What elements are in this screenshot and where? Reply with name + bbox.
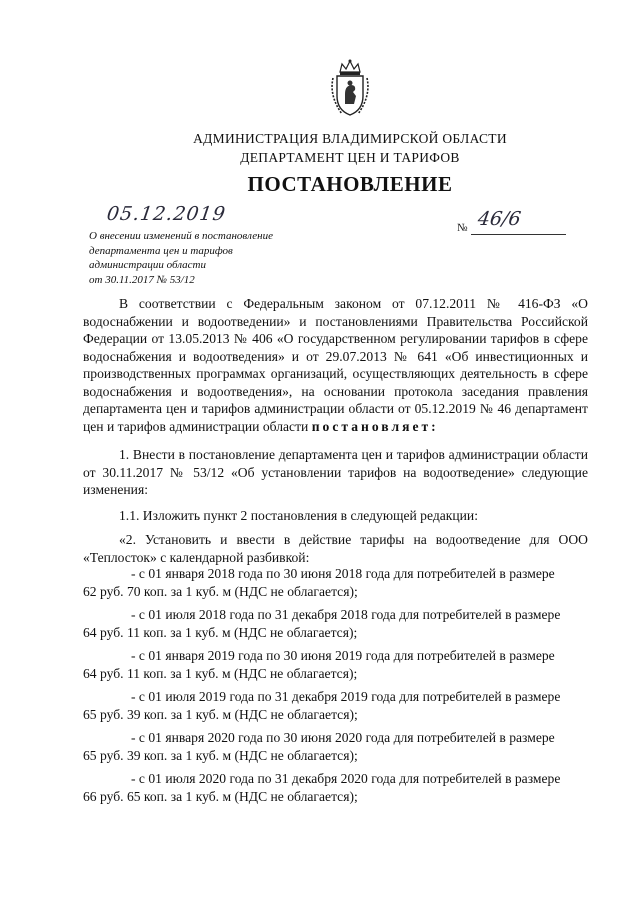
number-prefix: №: [457, 222, 468, 234]
tariff-item: [83, 647, 588, 682]
subject-line: администрации области: [89, 259, 206, 271]
tariff-item: [83, 565, 588, 600]
tariff-period: - с 01 января 2019 года по 30 июня 2019 года для потребителей в размере: [131, 648, 555, 663]
tariff-price: 64 руб. 11 коп. за 1 куб. м (НДС не облагается);: [83, 624, 358, 640]
number-underline: [471, 234, 566, 235]
intro-paragraph: [83, 295, 588, 435]
subject-line: департамента цен и тарифов: [89, 244, 233, 257]
subject-line: от 30.11.2017 № 53/12: [89, 273, 195, 286]
item-1-paragraph: 1. Внести в постановление департамента цен и тарифов администрации области от 30.11.2017 № 53/12 «Об установлении тарифов на водоотведение» следующие изменения:: [83, 447, 588, 497]
tariff-price: 65 руб. 39 коп. за 1 куб. м (НДС не облагается);: [83, 706, 358, 722]
tariff-price: 65 руб. 39 коп. за 1 куб. м (НДС не облагается);: [83, 747, 358, 763]
handwritten-date: 05.12.2019: [105, 203, 228, 225]
item-1-1-paragraph: 1.1. Изложить пункт 2 постановления в следующей редакции:: [119, 508, 478, 523]
tariff-item: [83, 688, 588, 723]
department-name: ДЕПАРТАМЕНТ ЦЕН И ТАРИФОВ: [240, 150, 460, 165]
tariff-price: 62 руб. 70 коп. за 1 куб. м (НДС не облагается);: [83, 583, 358, 599]
subject-line: О внесении изменений в постановление: [89, 230, 273, 242]
handwritten-number: 46/6: [476, 208, 523, 230]
tariff-price: 64 руб. 11 коп. за 1 куб. м (НДС не облагается);: [83, 665, 358, 681]
intro-text: В соответствии с Федеральным законом от 07.12.2011 № 416-ФЗ «О водоснабжении и водоотведении» и постановлениями Правительства Российской Федерации от 13.05.2013 № 406 «О государственном регулировании тарифов в сфере водоснабжения и водоотведения» и от 29.07.2013 № 641 «Об инвестиционных и производственных программах организаций, осуществляющих деятельность в сфере водоснабжения и водоотведения», на основании протокола заседания правления департамента цен и тарифов администрации области от 05.12.2019 № 46 департамент цен и тарифов администрации области: [83, 296, 588, 434]
document-title: ПОСТАНОВЛЕНИЕ: [247, 172, 453, 196]
tariff-price: 66 руб. 65 коп. за 1 куб. м (НДС не облагается);: [83, 788, 358, 804]
tariff-period: - с 01 июля 2020 года по 31 декабря 2020 года для потребителей в размере: [131, 771, 561, 786]
coat-of-arms-icon: [328, 58, 372, 118]
tariff-period: - с 01 июля 2019 года по 31 декабря 2019 года для потребителей в размере: [131, 689, 561, 704]
tariff-item: [83, 729, 588, 764]
item-2-paragraph: «2. Установить и ввести в действие тарифы на водоотведение для ООО «Теплосток» с календарной разбивкой:: [83, 532, 588, 565]
tariff-period: - с 01 января 2020 года по 30 июня 2020 года для потребителей в размере: [131, 730, 555, 745]
resolves-word: постановляет:: [311, 418, 439, 434]
document-subject: [89, 229, 309, 287]
tariff-period: - с 01 июля 2018 года по 31 декабря 2018 года для потребителей в размере: [131, 607, 561, 622]
organization-name: АДМИНИСТРАЦИЯ ВЛАДИМИРСКОЙ ОБЛАСТИ: [193, 131, 507, 146]
tariff-item: [83, 770, 588, 805]
tariff-period: - с 01 января 2018 года по 30 июня 2018 года для потребителей в размере: [131, 566, 555, 581]
tariff-item: [83, 606, 588, 641]
